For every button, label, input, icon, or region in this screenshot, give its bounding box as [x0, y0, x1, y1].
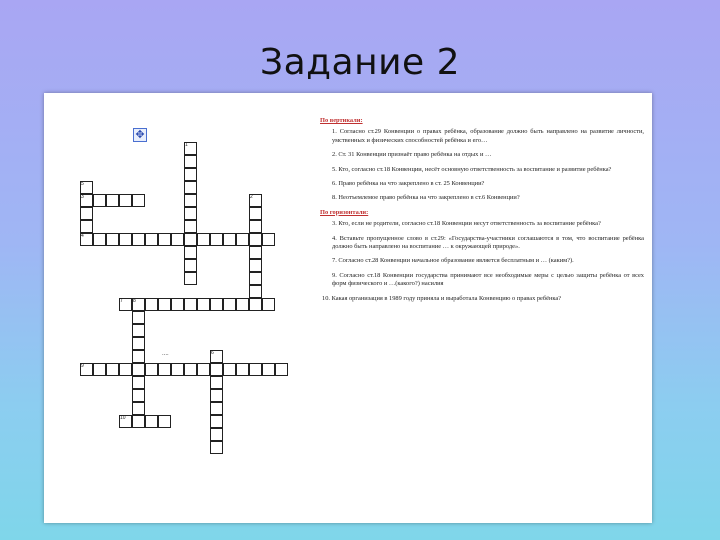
crossword-cell[interactable] — [236, 298, 249, 311]
move-handle-icon[interactable]: ✥ — [133, 128, 147, 142]
crossword-cell[interactable] — [93, 233, 106, 246]
crossword-cell[interactable] — [249, 246, 262, 259]
crossword-cell[interactable] — [210, 233, 223, 246]
crossword-cell[interactable] — [80, 220, 93, 233]
crossword-cell[interactable] — [184, 181, 197, 194]
crossword-cell[interactable] — [249, 272, 262, 285]
crossword-cell[interactable] — [184, 168, 197, 181]
crossword-number: 2 — [250, 194, 253, 200]
crossword-cell[interactable] — [171, 363, 184, 376]
horizontal-clue-9: 9. Согласно ст.18 Конвенции государства принимают все необходимые меры с целью защиты ребёнка от всех форм физического и …(какого?) насилия — [332, 271, 644, 288]
crossword-cell[interactable] — [184, 194, 197, 207]
crossword-cell[interactable] — [249, 363, 262, 376]
crossword-cell[interactable] — [93, 363, 106, 376]
crossword-cell[interactable] — [223, 363, 236, 376]
crossword-number: 10 — [120, 415, 126, 421]
crossword-cell[interactable] — [210, 298, 223, 311]
crossword-cell[interactable] — [184, 207, 197, 220]
crossword-cell[interactable] — [119, 194, 132, 207]
crossword-cell[interactable] — [145, 298, 158, 311]
crossword-cell[interactable] — [210, 363, 223, 376]
crossword-cell[interactable] — [158, 363, 171, 376]
crossword-cell[interactable] — [184, 220, 197, 233]
crossword-cell[interactable] — [262, 363, 275, 376]
crossword-cell[interactable] — [184, 272, 197, 285]
crossword-cell[interactable] — [184, 363, 197, 376]
crossword-cell[interactable] — [184, 298, 197, 311]
crossword-cell[interactable] — [106, 233, 119, 246]
crossword-cell[interactable] — [106, 194, 119, 207]
crossword-cell[interactable] — [223, 233, 236, 246]
crossword-cell[interactable] — [184, 155, 197, 168]
crossword-cell[interactable] — [210, 376, 223, 389]
crossword-cell[interactable] — [106, 363, 119, 376]
crossword-cell[interactable] — [197, 363, 210, 376]
crossword-cell[interactable] — [132, 350, 145, 363]
crossword-cell[interactable] — [80, 207, 93, 220]
crossword-cell[interactable] — [210, 389, 223, 402]
crossword-cell[interactable] — [197, 233, 210, 246]
clues-panel — [318, 115, 644, 309]
crossword-cell[interactable] — [236, 233, 249, 246]
crossword-cell[interactable] — [132, 324, 145, 337]
crossword-cell[interactable] — [158, 298, 171, 311]
crossword-cell[interactable] — [132, 402, 145, 415]
crossword-cell[interactable] — [275, 363, 288, 376]
ellipsis-mark: .... — [162, 351, 169, 357]
crossword-number: 4 — [81, 233, 84, 239]
crossword-cell[interactable] — [223, 298, 236, 311]
crossword-cell[interactable] — [262, 233, 275, 246]
crossword-number: 8 — [133, 298, 136, 304]
vertical-clue-2: 2. Ст. 31 Конвенции признаёт право ребёнка на отдых и … — [332, 151, 492, 159]
crossword-cell[interactable] — [132, 194, 145, 207]
crossword-cell[interactable] — [249, 298, 262, 311]
crossword-cell[interactable] — [132, 233, 145, 246]
crossword-cell[interactable] — [132, 363, 145, 376]
crossword-number: 7 — [120, 298, 123, 304]
crossword-cell[interactable] — [236, 363, 249, 376]
crossword-cell[interactable] — [210, 402, 223, 415]
crossword-cell[interactable] — [249, 207, 262, 220]
crossword-cell[interactable] — [262, 298, 275, 311]
crossword-cell[interactable] — [171, 233, 184, 246]
crossword-cell[interactable] — [158, 415, 171, 428]
vertical-clue-5: 5. Кто, согласно ст.18 Конвенции, несёт основную ответственность за воспитание и развитие ребёнка? — [332, 165, 612, 173]
crossword-cell[interactable] — [132, 376, 145, 389]
vertical-heading: По вертикали: — [320, 117, 363, 124]
document-page — [44, 93, 652, 523]
crossword-number: 3 — [81, 194, 84, 200]
horizontal-clue-7: 7. Согласно ст.28 Конвенции начальное образование является бесплатным и … (каким?). — [332, 257, 574, 265]
crossword-cell[interactable] — [249, 285, 262, 298]
crossword-cell[interactable] — [93, 194, 106, 207]
vertical-clue-8: 8. Неотъемлемое право ребёнка на что закреплено в ст.6 Конвенции? — [332, 194, 520, 202]
crossword-cell[interactable] — [145, 415, 158, 428]
crossword-cell[interactable] — [132, 311, 145, 324]
horizontal-clue-10: 10. Какая организация в 1989 году приняла и выработала Конвенцию о правах ребёнка? — [322, 294, 562, 302]
crossword-number: 9 — [81, 363, 84, 369]
crossword-cell[interactable] — [184, 246, 197, 259]
crossword-cell[interactable] — [158, 233, 171, 246]
crossword-cell[interactable] — [184, 233, 197, 246]
crossword-cell[interactable] — [210, 441, 223, 454]
crossword-number: 1 — [185, 142, 188, 148]
crossword-cell[interactable] — [210, 415, 223, 428]
crossword-cell[interactable] — [132, 415, 145, 428]
crossword-cell[interactable] — [132, 389, 145, 402]
crossword-cell[interactable] — [210, 428, 223, 441]
crossword-cell[interactable] — [145, 233, 158, 246]
crossword-cell[interactable] — [184, 259, 197, 272]
vertical-clue-6: 6. Право ребёнка на что закреплено в ст. 25 Конвенции? — [332, 180, 485, 188]
horizontal-heading: По горизонтали: — [320, 208, 369, 216]
crossword-number: 6 — [211, 350, 214, 356]
crossword-cell[interactable] — [119, 363, 132, 376]
vertical-clue-1: 1. Согласно ст.29 Конвенции о правах ребёнка, образование должно быть направлено на развитие личности, умственных и физических способностей ребёнка и его… — [332, 128, 644, 144]
crossword-cell[interactable] — [249, 259, 262, 272]
crossword-cell[interactable] — [145, 363, 158, 376]
crossword-cell[interactable] — [132, 337, 145, 350]
horizontal-clue-4: 4. Вставьте пропущенное слово в ст.29: «Государства-участники соглашаются в том, что воспитание ребёнка должно быть направлено на воспитание … к окружающей природе». — [332, 234, 644, 251]
slide-title: Задание 2 — [259, 42, 461, 83]
horizontal-clue-3: 3. Кто, если не родители, согласно ст.18 Конвенции несут ответственность за воспитание ребёнка? — [332, 220, 601, 228]
crossword-grid — [44, 93, 314, 523]
crossword-cell[interactable] — [171, 298, 184, 311]
crossword-cell[interactable] — [249, 233, 262, 246]
crossword-cell[interactable] — [249, 220, 262, 233]
crossword-cell[interactable] — [119, 233, 132, 246]
crossword-cell[interactable] — [197, 298, 210, 311]
crossword-number: 5 — [81, 181, 84, 187]
